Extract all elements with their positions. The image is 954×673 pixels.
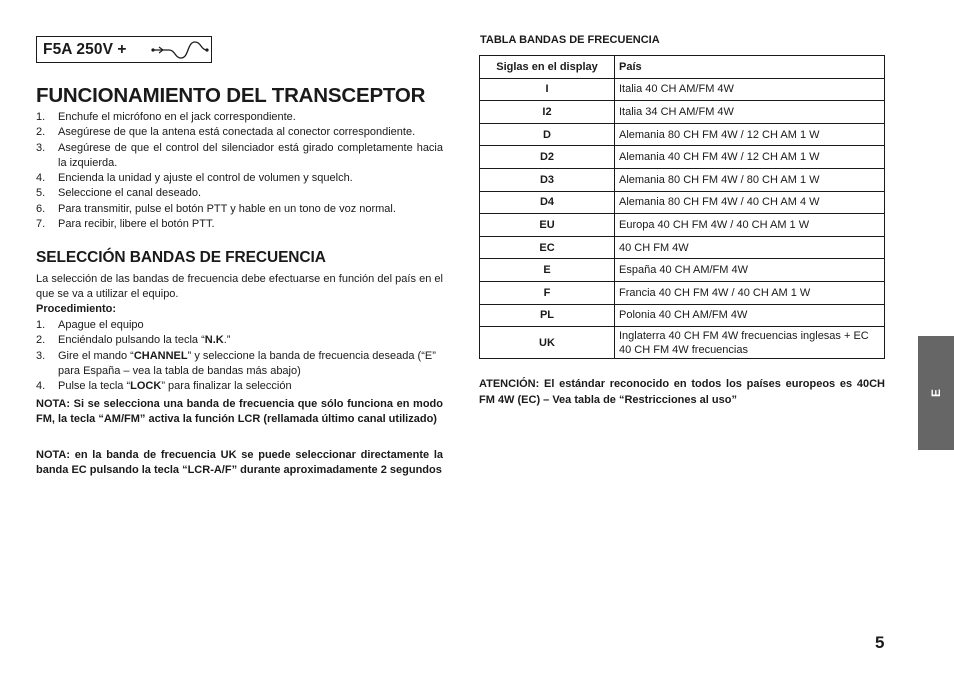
list-item: 1. Apague el equipo [36, 319, 144, 331]
table-row [480, 78, 885, 101]
country-cell: Alemania 80 CH FM 4W / 40 CH AM 4 W [615, 191, 885, 214]
country-cell: 40 CH FM 4W [615, 236, 885, 259]
country-cell: Europa 40 CH FM 4W / 40 CH AM 1 W [615, 214, 885, 237]
fuse-rating-box [36, 36, 212, 63]
table-row [480, 259, 885, 282]
list-item: 4. Pulse la tecla “LOCK” para finalizar la selección [36, 380, 292, 393]
country-cell: Alemania 80 CH FM 4W / 80 CH AM 1 W [615, 168, 885, 191]
display-code-cell: EC [480, 236, 615, 259]
table-row [480, 168, 885, 191]
country-cell: Alemania 80 CH FM 4W / 12 CH AM 1 W [615, 123, 885, 146]
display-code-cell: PL [480, 304, 615, 327]
display-code-cell: D3 [480, 168, 615, 191]
table-row [480, 101, 885, 124]
fuse-rating-label: F5A 250V + [43, 40, 127, 58]
table-row [480, 146, 885, 169]
display-code-cell: D2 [480, 146, 615, 169]
table-row [480, 191, 885, 214]
country-cell: Inglaterra 40 CH FM 4W frecuencias inglesas + EC 40 CH FM 4W frecuencias [615, 327, 885, 359]
operation-steps-list [36, 110, 443, 232]
page-title: FUNCIONAMIENTO DEL TRANSCEPTOR [36, 84, 426, 107]
procedure-steps-list [36, 318, 443, 394]
key-name: CHANNEL [133, 349, 188, 362]
display-code-cell: E [480, 259, 615, 282]
country-cell: Alemania 40 CH FM 4W / 12 CH AM 1 W [615, 146, 885, 169]
table-title: TABLA BANDAS DE FRECUENCIA [480, 34, 660, 46]
list-item: 4. Encienda la unidad y ajuste el control de volumen y squelch. [36, 172, 353, 185]
list-item: 3. Gire el mando “CHANNEL” y seleccione la banda de frecuencia deseada (“E” para España – vea la tabla de bandas más abajo) [36, 349, 436, 377]
table-row [480, 304, 885, 327]
column-header: Siglas en el display [480, 56, 615, 79]
key-name: LOCK [130, 380, 162, 393]
country-cell: Italia 40 CH AM/FM 4W [615, 78, 885, 101]
display-code-cell: D4 [480, 191, 615, 214]
note-uk-band: NOTA: en la banda de frecuencia UK se puede seleccionar directamente la banda EC pulsando la tecla “LCR-A/F” durante aproximadamente 2 segundos [36, 449, 443, 477]
key-name: N.K [204, 334, 224, 347]
list-item: 5. Seleccione el canal deseado. [36, 187, 202, 200]
list-item: 7. Para recibir, libere el botón PTT. [36, 218, 215, 231]
column-header: País [615, 56, 885, 79]
display-code-cell: EU [480, 214, 615, 237]
table-header-row [480, 56, 885, 79]
note-fm-lcr: NOTA: Si se selecciona una banda de frecuencia que sólo funciona en modo FM, la tecla “AM/FM” activa la función LCR (rellamada último canal utilizado) [36, 398, 443, 426]
table-row [480, 123, 885, 146]
attention-note: ATENCIÓN: El estándar reconocido en todos los países europeos es 40CH FM 4W (EC) – Vea tabla de “Restricciones al uso” [479, 378, 885, 406]
display-code-cell: I2 [480, 101, 615, 124]
list-item: 1. Enchufe el micrófono en el jack correspondiente. [36, 111, 296, 123]
section-heading-band-selection: SELECCIÓN BANDAS DE FRECUENCIA [36, 249, 326, 266]
table-row [480, 281, 885, 304]
frequency-band-table [479, 55, 885, 359]
display-code-cell: I [480, 78, 615, 101]
language-side-tab [918, 336, 954, 450]
display-code-cell: F [480, 281, 615, 304]
list-item: 3. Asegúrese de que el control del silenciador está girado completamente hacia la izquierda. [36, 141, 443, 169]
list-item: 2. Asegúrese de que la antena está conectada al conector correspondiente. [36, 126, 416, 139]
country-cell: Francia 40 CH FM 4W / 40 CH AM 1 W [615, 281, 885, 304]
list-item: 2. Enciéndalo pulsando la tecla “N.K.” [36, 334, 231, 347]
language-tab-label: E [928, 388, 943, 398]
list-item: 6. Para transmitir, pulse el botón PTT y hable en un tono de voz normal. [36, 202, 396, 215]
procedure-label: Procedimiento: [36, 303, 117, 315]
display-code-cell: UK [480, 327, 615, 359]
display-code-cell: D [480, 123, 615, 146]
country-cell: España 40 CH AM/FM 4W [615, 259, 885, 282]
table-row [480, 236, 885, 259]
fuse-symbol-icon [149, 40, 211, 60]
table-row [480, 214, 885, 237]
band-selection-intro: La selección de las bandas de frecuencia debe efectuarse en función del país en el que se va a utilizar el equipo. [36, 273, 443, 301]
country-cell: Polonia 40 CH AM/FM 4W [615, 304, 885, 327]
country-cell: Italia 34 CH AM/FM 4W [615, 101, 885, 124]
table-row [480, 327, 885, 359]
page-number: 5 [875, 633, 885, 652]
